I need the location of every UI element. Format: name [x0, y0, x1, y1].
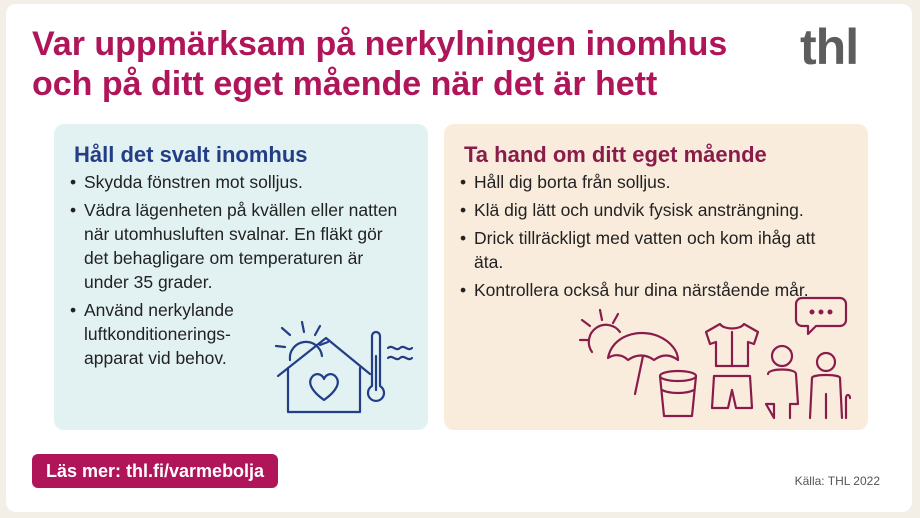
source-note: Källa: THL 2022 — [794, 474, 880, 488]
list-item: • Drick tillräckligt med vatten och kom ihåg att äta. — [458, 226, 844, 274]
title-line-2: och på ditt eget mående när det är hett — [32, 65, 658, 103]
keep-cool-heading: Håll det svalt inomhus — [74, 142, 308, 167]
own-wellbeing-panel — [444, 124, 868, 430]
own-wellbeing-list — [458, 170, 858, 306]
list-item: • Använd nerkylande luftkonditionerings-apparat vid behov. — [68, 298, 264, 370]
title-line-1: Var uppmärksam på nerkylningen inomhus — [32, 25, 728, 63]
list-item: • Klä dig lätt och undvik fysisk ansträngning. — [458, 198, 858, 222]
water-glass-icon — [656, 368, 700, 420]
thl-logo: thl — [800, 19, 859, 75]
loved-ones-icon — [760, 294, 856, 420]
light-clothes-icon — [702, 320, 762, 412]
list-item: • Kontrollera också hur dina närstående mår. — [458, 278, 824, 302]
keep-cool-indoors-panel — [54, 124, 428, 430]
own-wellbeing-heading: Ta hand om ditt eget mående — [464, 142, 767, 167]
page-title — [32, 24, 792, 104]
list-item: • Håll dig borta från solljus. — [458, 170, 858, 194]
house-heat-icon — [266, 316, 416, 416]
read-more-link[interactable]: Läs mer: thl.fi/varmebolja — [32, 454, 278, 488]
list-item: • Vädra lägenheten på kvällen eller natten när utomhusluften svalnar. En fläkt gör det behagligare om temperaturen är under 35 grader. — [68, 198, 398, 294]
list-item: • Skydda fönstren mot solljus. — [68, 170, 398, 194]
